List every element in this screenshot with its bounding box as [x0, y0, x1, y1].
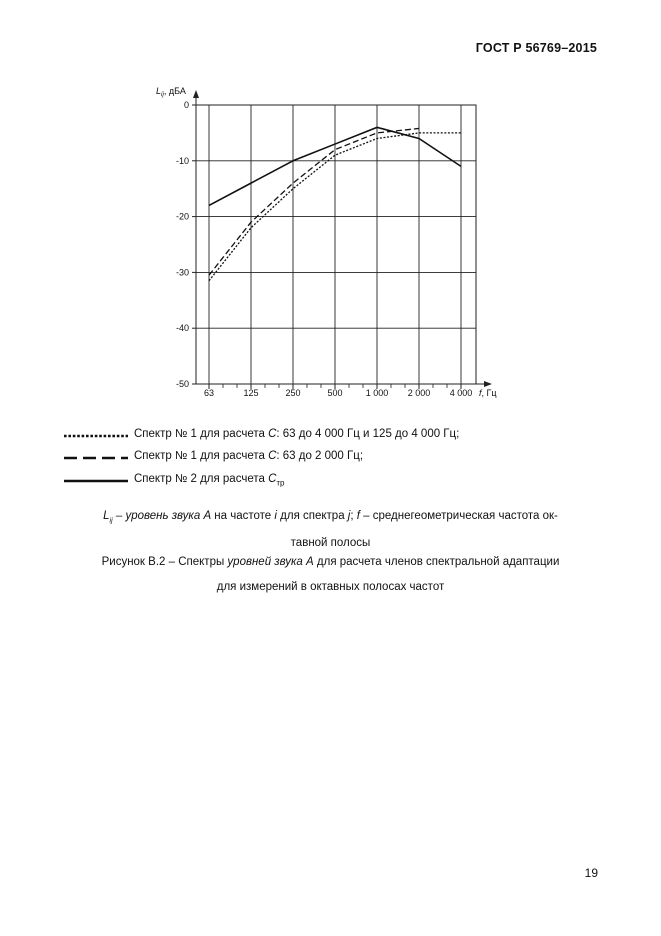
x-tick-label: 1 000 — [365, 388, 389, 398]
x-axis-arrow — [484, 381, 492, 387]
x-tick-label: 2 000 — [407, 388, 431, 398]
caption-line-2: для измерений в октавных полосах частот — [216, 581, 445, 593]
x-tick-label: 63 — [203, 388, 215, 398]
figure-caption — [64, 551, 597, 599]
dotted-line-swatch — [64, 428, 130, 444]
series-line-dashed — [209, 128, 419, 275]
note-line-2: тавной полосы — [290, 537, 371, 550]
page-number: 19 — [584, 866, 598, 880]
y-tick-label: 0 — [183, 100, 189, 110]
x-axis-title: f, Гц — [479, 388, 497, 398]
standard-header: ГОСТ Р 56769–2015 — [475, 41, 597, 55]
legend-item-label: Спектр № 1 для расчета C: 63 до 4 000 Гц и 125 до 4 000 Гц; — [134, 428, 460, 440]
chart-grid — [196, 105, 476, 384]
y-tick-label: -20 — [175, 211, 189, 222]
dashed-line-swatch — [64, 450, 130, 466]
y-tick-label: -40 — [175, 323, 189, 334]
x-tick-label: 4 000 — [449, 388, 473, 398]
figure-note — [64, 505, 597, 555]
y-tick-label: -50 — [175, 379, 189, 389]
y-tick-label: -30 — [175, 267, 189, 278]
note-line-1: $L_{ij}$ – уровень звука А на частоте i для спектра j; f – среднегеометрическая частота ок- — [103, 510, 558, 525]
legend-item-label: Спектр № 1 для расчета C: 63 до 2 000 Гц; — [134, 450, 364, 462]
legend-item-label: Спектр № 2 для расчета $C_{тр}$ — [134, 473, 285, 488]
caption-line-1: Рисунок В.2 – Спектры уровней звука А для расчета членов спектральной адаптации — [101, 556, 560, 568]
y-axis-arrow — [193, 90, 199, 98]
y-axis-title: $L_{ij}$, дБА — [156, 86, 186, 98]
x-tick-label: 500 — [327, 388, 343, 398]
plot-frame — [196, 105, 476, 384]
x-tick-label: 250 — [285, 388, 301, 398]
spectra-chart — [0, 0, 661, 420]
y-tick-label: -10 — [175, 155, 189, 166]
solid-line-swatch — [64, 473, 130, 489]
x-tick-label: 125 — [243, 388, 259, 398]
